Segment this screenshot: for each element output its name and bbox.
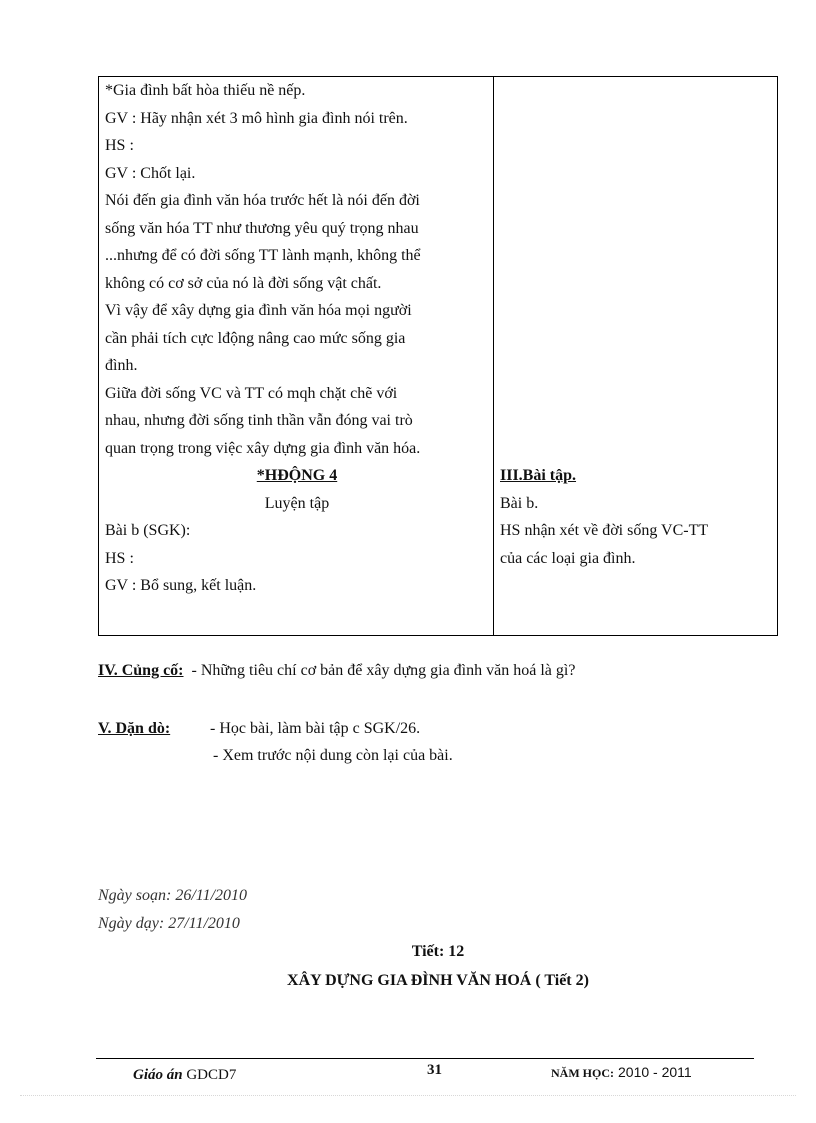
- consolidation-label: IV. Củng cố:: [98, 662, 184, 679]
- left-line-7: ...nhưng để có đời sống TT lành mạnh, không thể: [105, 247, 421, 264]
- left-line-12: Giữa đời sống VC và TT có mqh chặt chẽ với: [105, 384, 398, 402]
- left-line-6: sống văn hóa TT như thương yêu quý trọng nhau: [105, 219, 419, 237]
- left-line-2: GV : Hãy nhận xét 3 mô hình gia đình nói trên.: [105, 109, 408, 127]
- consolidation-section: [98, 662, 575, 680]
- exercise-heading: III.Bài tập.: [500, 467, 577, 484]
- lesson-table: [98, 76, 778, 636]
- homework-section: [98, 720, 170, 738]
- prepared-date: Ngày soạn: 26/11/2010: [98, 887, 248, 904]
- left-line-9: Vì vậy để xây dựng gia đình văn hóa mọi người: [105, 302, 412, 319]
- consolidation-text: - Những tiêu chí cơ bản để xây dựng gia đình văn hoá là gì?: [191, 662, 576, 679]
- right-line-3: của các loại gia đình.: [500, 549, 636, 567]
- right-line-1: Bài b.: [500, 494, 539, 512]
- left-line-4: GV : Chốt lại.: [105, 164, 196, 182]
- school-year-label: NĂM HỌC:: [551, 1066, 614, 1080]
- footer-left: [133, 1067, 236, 1084]
- footer-subject: GDCD7: [186, 1067, 237, 1083]
- content-column: [500, 77, 775, 572]
- footer-rule: [96, 1058, 754, 1059]
- left-line-13: nhau, nhưng đời sống tinh thần vẫn đóng vai trò: [105, 412, 413, 429]
- right-line-2: HS nhận xét về đời sống VC-TT: [500, 522, 709, 539]
- left-after-line-2: HS :: [105, 549, 134, 567]
- activity-subheading: Luyện tập: [264, 494, 330, 512]
- footer-right: [551, 1064, 692, 1082]
- homework-item-1: - Học bài, làm bài tập c SGK/26.: [210, 720, 421, 737]
- left-after-line-3: GV : Bổ sung, kết luận.: [105, 577, 257, 594]
- activity-heading: *HĐỘNG 4: [256, 467, 338, 484]
- footer-label: Giáo án: [133, 1067, 183, 1083]
- left-line-1: *Gia đình bất hòa thiếu nề nếp.: [105, 82, 306, 99]
- teacher-activity-column: [105, 77, 489, 600]
- left-line-5: Nói đến gia đình văn hóa trước hết là nói đến đời: [105, 192, 420, 209]
- school-year-value: 2010 - 2011: [618, 1064, 692, 1080]
- homework-item-2: - Xem trước nội dung còn lại của bài.: [213, 747, 453, 764]
- left-after-line-1: Bài b (SGK):: [105, 522, 191, 539]
- taught-date: Ngày dạy: 27/11/2010: [98, 915, 240, 932]
- page-number: 31: [427, 1062, 442, 1078]
- left-line-14: quan trọng trong việc xây dựng gia đình văn hóa.: [105, 439, 421, 457]
- left-line-10: cần phải tích cực lđộng nâng cao mức sống gia: [105, 329, 406, 347]
- column-divider: [493, 77, 494, 635]
- lesson-period: Tiết: 12: [411, 943, 465, 960]
- lesson-title: XÂY DỰNG GIA ĐÌNH VĂN HOÁ ( Tiết 2): [287, 972, 589, 989]
- homework-label: V. Dặn dò:: [98, 720, 171, 737]
- page-bottom-rule: [20, 1095, 796, 1096]
- left-line-8: không có cơ sở của nó là đời sống vật chất.: [105, 274, 382, 292]
- left-line-11: đình.: [105, 357, 138, 374]
- left-line-3: HS :: [105, 137, 134, 154]
